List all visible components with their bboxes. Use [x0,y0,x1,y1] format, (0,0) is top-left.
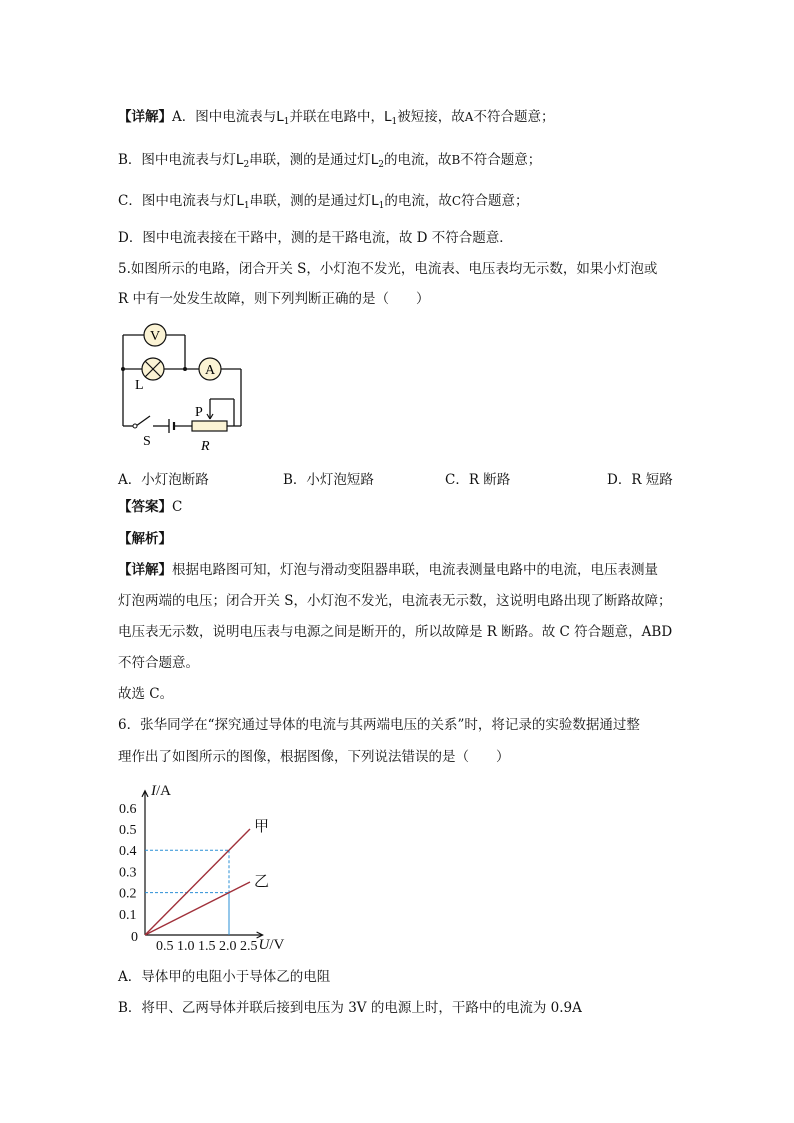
series-line-1 [145,829,250,935]
question-5-line-2: R 中有一处发生故障，则下列判断正确的是（ ） [118,291,430,307]
slider-label: P [195,405,203,420]
series-line-2 [145,882,250,935]
x-tick-label: 1.0 [177,939,195,954]
switch-contact [133,424,137,428]
y-axis-label: I/A [151,782,171,799]
detail-line-5: 故选 C。 [118,686,174,702]
y-tick-label: 0.3 [119,865,137,881]
y-tick-label: 0.4 [119,844,137,860]
x-tick-label: 0.5 [156,939,174,954]
analysis-tag: 【解析】 [118,531,172,547]
explanation-line-b: B．图中电流表与灯$L_2$串联，测的是通过灯$L_2$的电流，故B不符合题意； [118,152,542,170]
ammeter-label: A [204,363,216,378]
answer-line [118,498,182,516]
switch-label: S [143,434,151,449]
junction-dot [183,367,187,371]
resistor-label: R [201,439,210,454]
lamp-label: L [135,378,144,393]
junction-dot [121,367,125,371]
question-5-line-1: 5.如图所示的电路，闭合开关 S，小灯泡不发光，电流表、电压表均无示数，如果小灯泡或 [118,261,658,277]
option-c: C．R 断路 [445,472,511,488]
question-6-option-a: A．导体甲的电阻小于导体乙的电阻 [118,969,331,985]
origin-label: 0 [131,930,138,945]
detail-tag: 【详解】 [118,109,172,125]
y-tick-label: 0.1 [119,907,137,923]
explanation-line-c: C．图中电流表与灯$L_1$串联，测的是通过灯$L_1$的电流，故C符合题意； [118,193,529,211]
question-6-option-b: B．将甲、乙两导体并联后接到电压为 3V 的电源上时，干路中的电流为 0.9A [118,1000,582,1016]
y-tick-label: 0.6 [119,801,137,817]
option-b: B．小灯泡短路 [283,472,374,488]
question-6-line-1: 6．张华同学在“探究通过导体的电流与其两端电压的关系”时，将记录的实验数据通过整 [118,717,640,733]
x-tick-label: 2.0 [219,939,237,954]
detail-line-2: 灯泡两端的电压；闭合开关 S，小灯泡不发光，电流表无示数，这说明电路出现了断路故障； [118,593,672,609]
series-label-2: 乙 [254,874,270,890]
y-tick-label: 0.5 [119,823,137,838]
detail-line-3: 电压表无示数，说明电压表与电源之间是断开的，所以故障是 R 断路。故 C 符合题意，ABD [118,624,673,640]
explanation-line-d: D．图中电流表接在干路中，测的是干路电流，故 D 不符合题意． [118,230,513,246]
x-axis-label: U/V [258,937,285,953]
detail-tag: 【详解】 [118,562,172,578]
x-tick-label: 2.5 [240,939,258,954]
option-a: A．小灯泡断路 [118,472,209,488]
detail-line-1: 【详解】根据电路图可知，灯泡与滑动变阻器串联，电流表测量电路中的电流，电压表测量 [118,562,658,578]
x-tick-label: 1.5 [198,939,216,954]
resistor-symbol [192,421,227,431]
y-tick-label: 0.2 [119,886,137,902]
detail-line-4: 不符合题意。 [118,655,199,671]
series-label-1: 甲 [254,819,270,835]
voltmeter-label: V [149,329,161,344]
question-6-line-2: 理作出了如图所示的图像，根据图像，下列说法错误的是（ ） [118,749,510,765]
option-d: D．R 短路 [607,472,673,488]
iu-chart [110,775,330,955]
answer-tag: 【答案】 [118,499,172,515]
explanation-line-a: 【详解】A．图中电流表与$L_1$并联在电路中，$L_1$被短接，故A不符合题意； [118,109,555,127]
answer-value: C [172,499,183,515]
circuit-diagram [115,320,255,455]
